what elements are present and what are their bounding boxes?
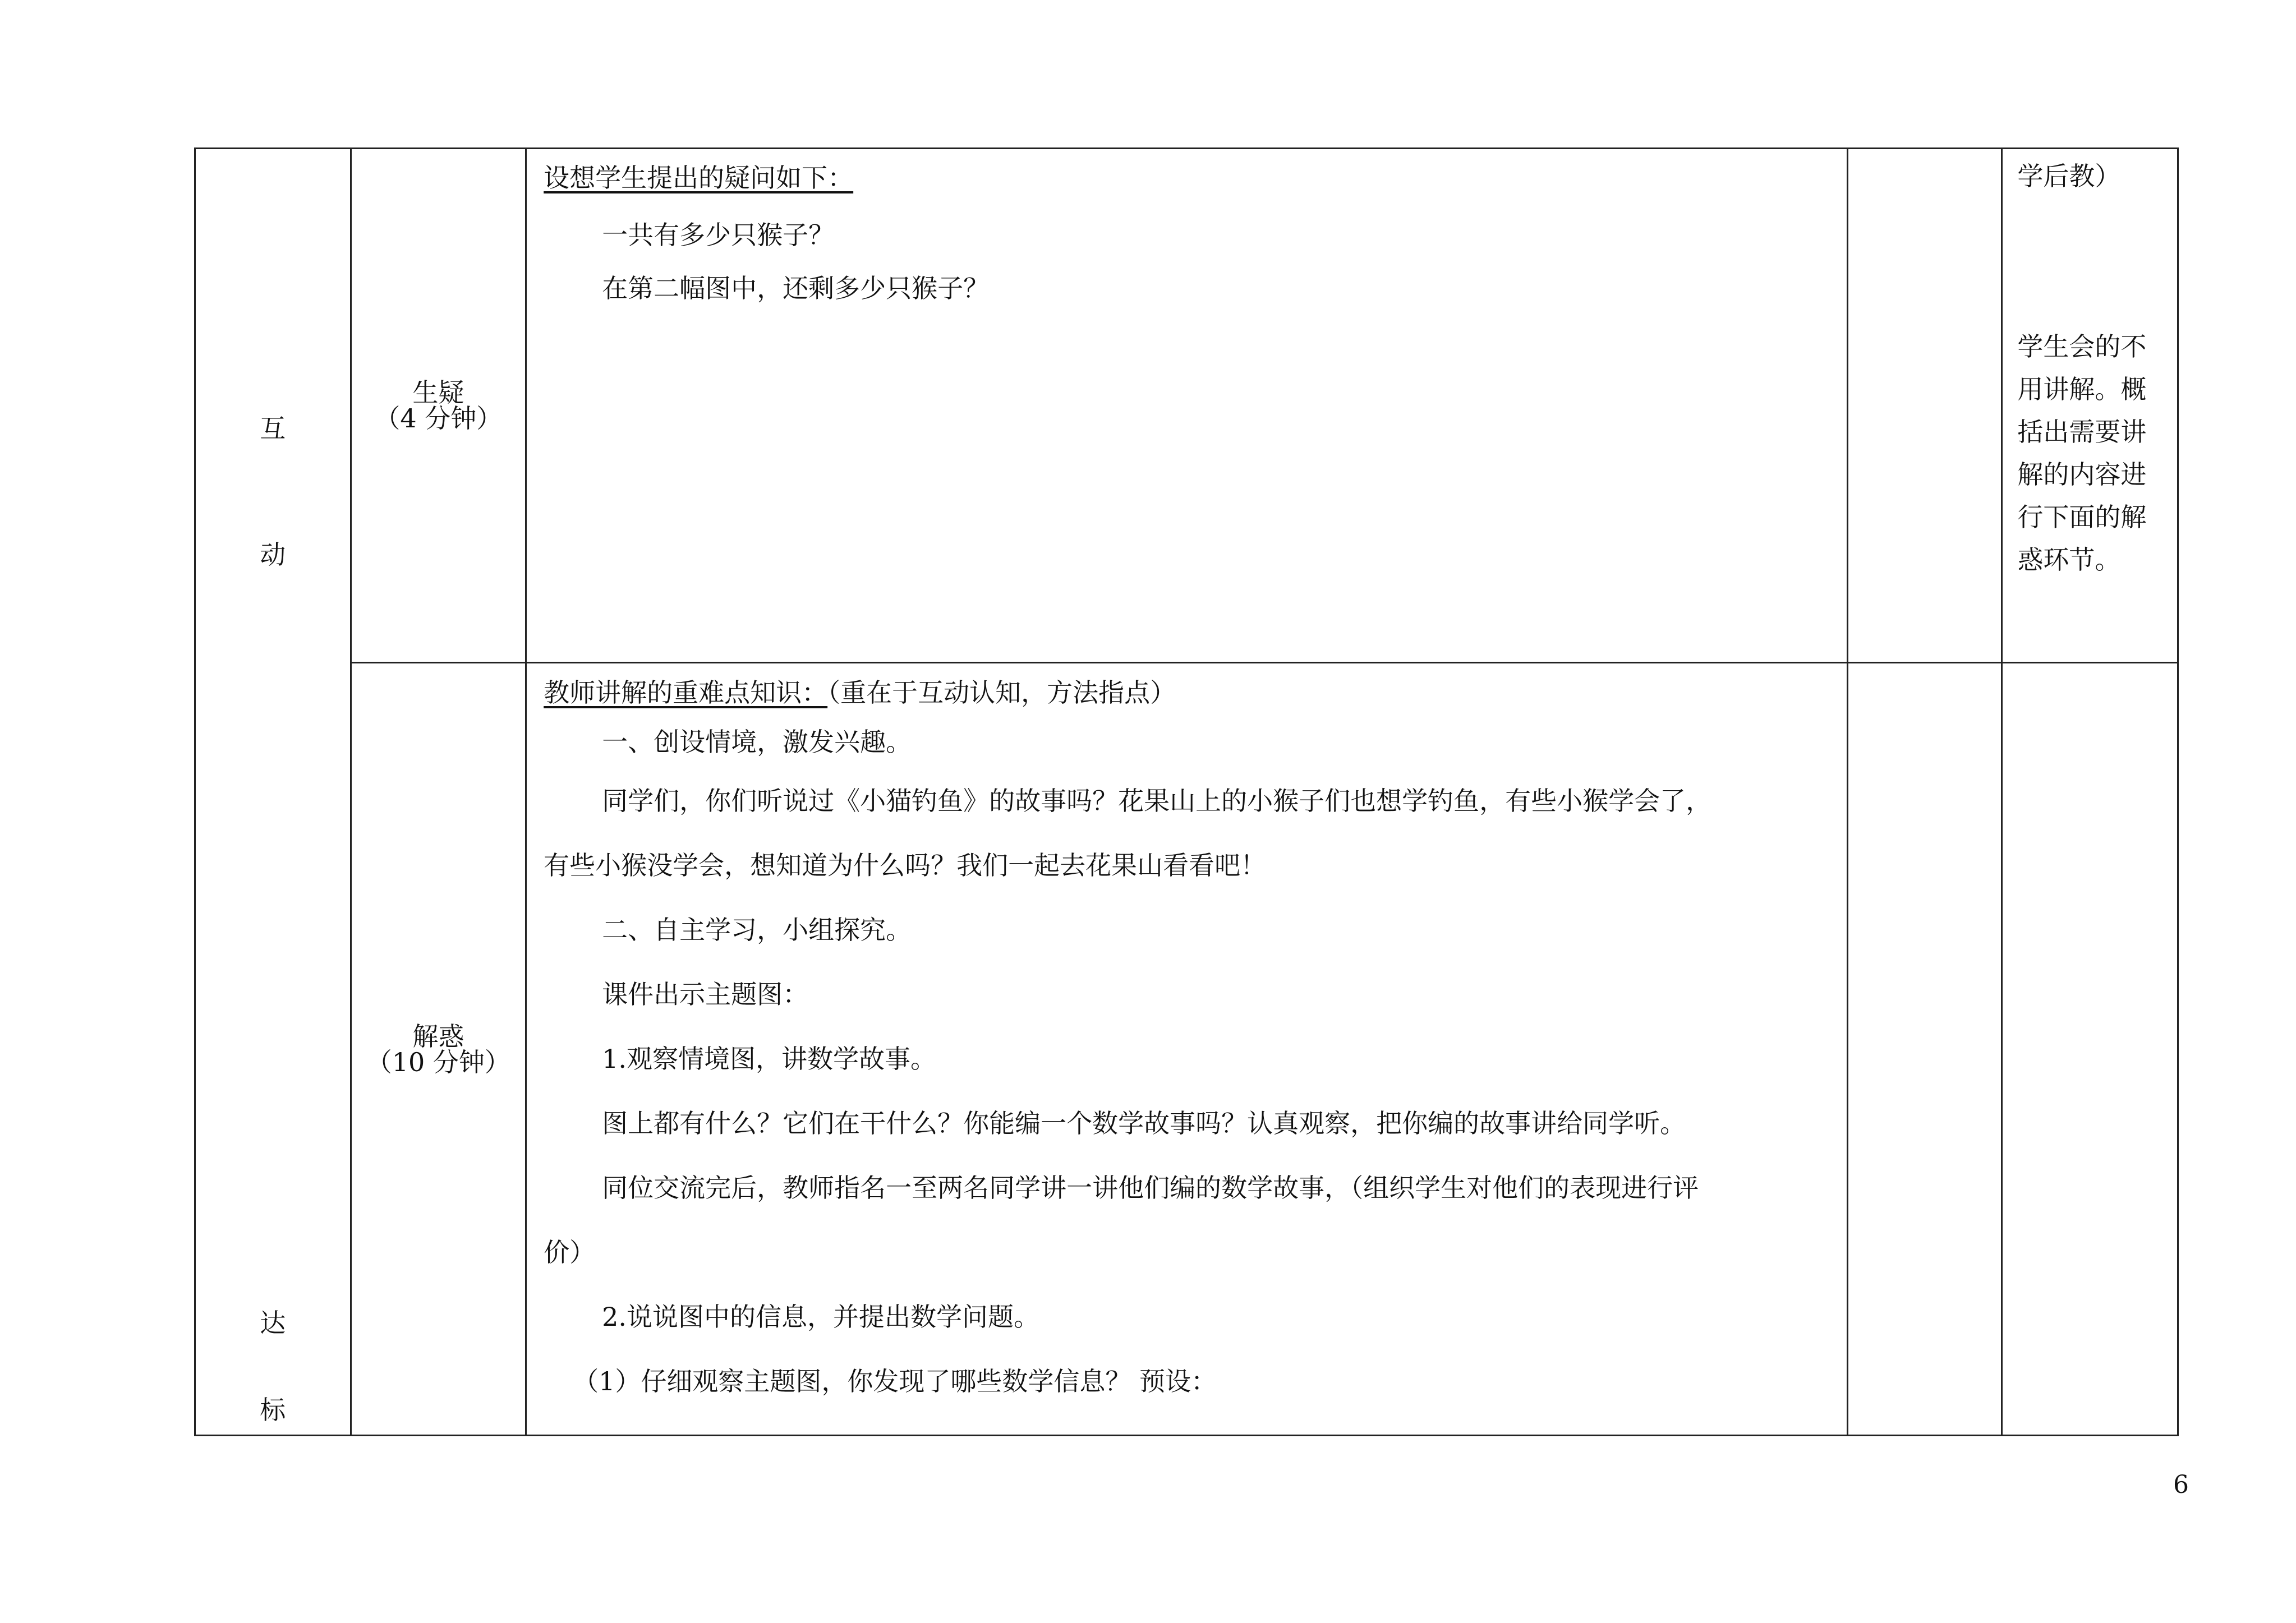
stage-char-3: 达: [260, 1308, 286, 1338]
content-line: 二、自主学习，小组探究。: [602, 915, 912, 945]
page-number: 6: [2173, 1470, 2189, 1499]
note-line: 惑环节。: [2017, 545, 2121, 575]
step-time: （10 分钟）: [366, 1046, 510, 1077]
step-label-doubt: [351, 149, 526, 663]
content-line: 在第二幅图中，还剩多少只猴子？: [602, 273, 990, 303]
content-line: 一、创设情境，激发兴趣。: [602, 727, 912, 757]
content-line: 图上都有什么？它们在干什么？你能编一个数学故事吗？认真观察，把你编的故事讲给同学听。: [602, 1108, 1686, 1138]
section-heading: 设想学生提出的疑问如下：: [544, 163, 854, 193]
content-line: 一共有多少只猴子？: [602, 220, 835, 250]
stage-char-4: 标: [260, 1395, 286, 1425]
empty-cell: [1847, 663, 2002, 1436]
content-line: 同位交流完后，教师指名一至两名同学讲一讲他们编的数学故事，（组织学生对他们的表现进行评: [602, 1173, 1699, 1203]
note-line: 行下面的解: [2017, 502, 2147, 532]
content-cell-explain: [526, 663, 1848, 1436]
content-cell-doubt: [526, 149, 1848, 663]
stage-char-1: 互: [260, 413, 286, 444]
content-line: 价）: [544, 1237, 596, 1267]
note-line: 学后教）: [2017, 161, 2121, 191]
note-line: 解的内容进: [2017, 459, 2147, 490]
stage-char-2: 动: [260, 540, 286, 570]
empty-cell: [1847, 149, 2002, 663]
content-line: 1.观察情境图，讲数学故事。: [602, 1044, 937, 1074]
stage-cell: [195, 149, 351, 1436]
section-heading-suffix: （重在于互动认知，方法指点）: [827, 677, 1176, 708]
note-cell: [2002, 149, 2178, 663]
section-heading: 教师讲解的重难点知识：: [544, 677, 828, 708]
note-line: 学生会的不: [2017, 331, 2147, 362]
step-label-explain: [351, 663, 526, 1436]
note-line: 括出需要讲: [2017, 417, 2147, 447]
content-line: （1）仔细观察主题图，你发现了哪些数学信息？ 预设：: [573, 1366, 1217, 1396]
content-line: 有些小猴没学会，想知道为什么吗？我们一起去花果山看看吧！: [544, 850, 1267, 880]
step-name: 生疑: [412, 377, 464, 408]
empty-cell: [2002, 663, 2178, 1436]
lesson-plan-table: [194, 147, 2179, 1436]
content-line: 同学们，你们听说过《小猫钓鱼》的故事吗？花果山上的小猴子们也想学钓鱼，有些小猴学会了，: [602, 786, 1712, 816]
note-line: 用讲解。概: [2017, 374, 2147, 404]
step-name: 解惑: [412, 1021, 464, 1052]
content-line: 2.说说图中的信息，并提出数学问题。: [602, 1302, 1040, 1332]
content-line: 课件出示主题图：: [602, 979, 809, 1009]
step-time: （4 分钟）: [374, 403, 503, 434]
